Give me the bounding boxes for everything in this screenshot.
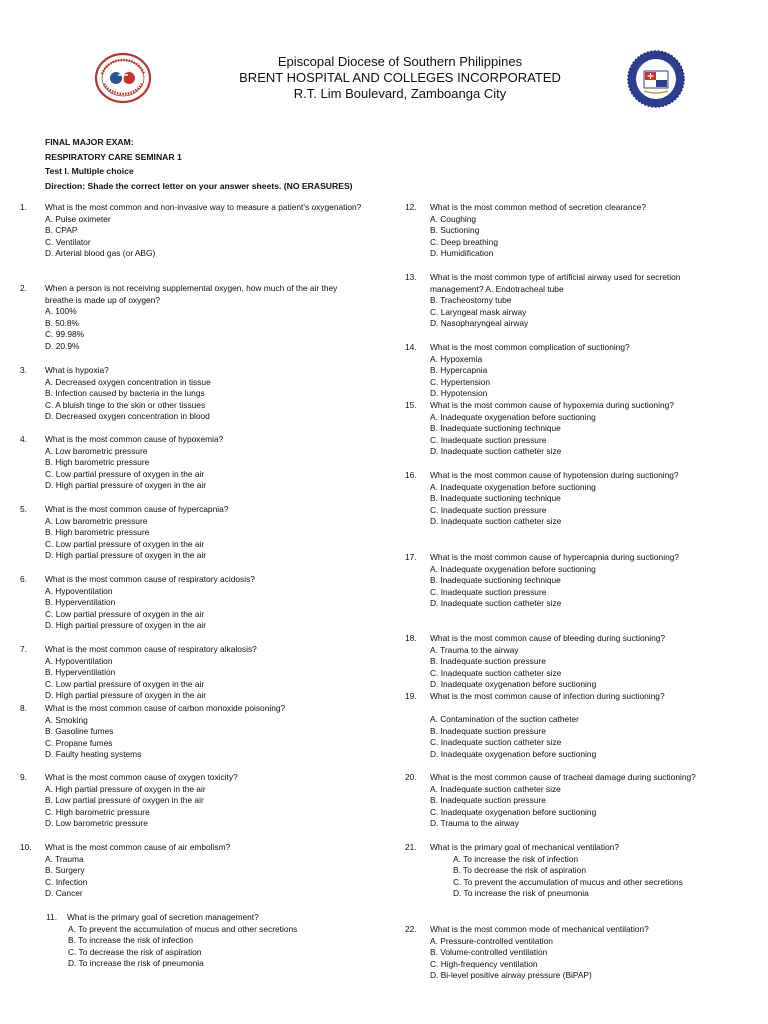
- answer-option: B. Inadequate suctioning technique: [430, 423, 561, 434]
- diocese-name: Episcopal Diocese of Southern Philippines: [277, 54, 523, 69]
- institution-header: [200, 54, 600, 102]
- question-text: What is the most common mode of mechanical ventilation?: [430, 924, 649, 934]
- question-text: What is the most common complication of suctioning?: [430, 342, 630, 352]
- answer-option: B. Surgery: [45, 865, 85, 876]
- answer-option: A. 100%: [45, 306, 77, 317]
- answer-option: C. Low partial pressure of oxygen in the air: [45, 538, 205, 549]
- answer-option: A. Trauma to the airway: [430, 644, 519, 655]
- answer-option: B. Inadequate suctioning technique: [430, 493, 561, 504]
- answer-option: B. To decrease the risk of aspiration: [453, 865, 586, 876]
- answer-option: D. Nasopharyngeal airway: [430, 318, 529, 329]
- answer-option: A. Inadequate oxygenation before suctioning: [430, 481, 596, 492]
- question-number: 14.: [405, 342, 417, 352]
- question-text: What is the primary goal of mechanical ventilation?: [430, 842, 619, 852]
- question-text: What is the most common type of artificial airway used for secretion management? A. Endotracheal tube: [430, 272, 681, 294]
- answer-option: A. Decreased oxygen concentration in tissue: [45, 376, 211, 387]
- exam-direction: Direction: Shade the correct letter on your answer sheets. (NO ERASURES): [45, 180, 353, 191]
- answer-option: C. Infection: [45, 876, 88, 887]
- question-text: What is the most common cause of infection during suctioning?: [430, 691, 665, 701]
- question-number: 17.: [405, 552, 417, 562]
- answer-option: B. 50.8%: [45, 317, 79, 328]
- question-number: 9.: [20, 772, 27, 782]
- question-text: What is the most common cause of bleeding during suctioning?: [430, 633, 666, 643]
- answer-option: A. Smoking: [45, 714, 88, 725]
- answer-option: A. Hypoventilation: [45, 585, 113, 596]
- answer-option: D. To increase the risk of pneumonia: [453, 888, 589, 899]
- answer-option: A. Pressure-controlled ventilation: [430, 935, 553, 946]
- question-text: What is the most common cause of hypoxemia during suctioning?: [430, 400, 674, 410]
- question-text: What is the most common cause of hypoxemia?: [45, 434, 224, 444]
- answer-option: D. 20.9%: [45, 340, 80, 351]
- answer-option: B. Volume-controlled ventilation: [430, 947, 548, 958]
- answer-option: A. Hypoventilation: [45, 655, 113, 666]
- answer-option: C. Inadequate suction pressure: [430, 586, 547, 597]
- answer-option: C. Propane fumes: [45, 737, 113, 748]
- answer-option: A. Hypoxemia: [430, 353, 483, 364]
- answer-option: D. Decreased oxygen concentration in blood: [45, 411, 210, 422]
- question-number: 11.: [46, 912, 58, 922]
- answer-option: C. Inadequate suction pressure: [430, 434, 547, 445]
- answer-option: B. Hyperventilation: [45, 597, 116, 608]
- answer-option: A. Pulse oximeter: [45, 213, 111, 224]
- answer-option: A. Contamination of the suction catheter: [430, 714, 579, 725]
- answer-option: C. Inadequate suction catheter size: [430, 667, 562, 678]
- question-text: What is the most common method of secretion clearance?: [430, 202, 646, 212]
- question-number: 21.: [405, 842, 417, 852]
- answer-option: C. To prevent the accumulation of mucus and other secretions: [453, 876, 683, 887]
- answer-option: B. Hyperventilation: [45, 667, 116, 678]
- exam-info: [45, 135, 353, 193]
- question-number: 12.: [405, 202, 417, 212]
- question-number: 22.: [405, 924, 417, 934]
- question-text: What is the primary goal of secretion management?: [67, 912, 259, 922]
- answer-option: D. Hypotension: [430, 388, 488, 399]
- college-seal-logo: [94, 52, 152, 104]
- question-text: What is the most common and non-invasive way to measure a patient's oxygenation?: [45, 202, 362, 212]
- answer-option: D. Humidification: [430, 248, 494, 259]
- exam-title: FINAL MAJOR EXAM:: [45, 137, 134, 147]
- answer-option: D. Trauma to the airway: [430, 818, 519, 829]
- answer-option: D. Arterial blood gas (or ABG): [45, 248, 156, 259]
- question-number: 1.: [20, 202, 27, 212]
- institution-address: R.T. Lim Boulevard, Zamboanga City: [293, 86, 507, 101]
- question-text: What is hypoxia?: [45, 365, 109, 375]
- question-text: What is the most common cause of hypercapnia during suctioning?: [430, 552, 680, 562]
- question-text: What is the most common cause of respiratory acidosis?: [45, 574, 255, 584]
- answer-option: C. Laryngeal mask airway: [430, 306, 527, 317]
- answer-option: A. Inadequate oxygenation before suctioning: [430, 411, 596, 422]
- answer-option: B. Low partial pressure of oxygen in the air: [45, 795, 204, 806]
- question-number: 6.: [20, 574, 27, 584]
- answer-option: A. To increase the risk of infection: [453, 853, 579, 864]
- answer-option: C. Inadequate oxygenation before suctioning: [430, 806, 597, 817]
- hospital-seal-logo: [626, 49, 686, 109]
- answer-option: D. High partial pressure of oxygen in the air: [45, 690, 207, 701]
- answer-option: D. To increase the risk of pneumonia: [68, 958, 204, 969]
- question-text: What is the most common cause of respiratory alkalosis?: [45, 644, 257, 654]
- question-number: 15.: [405, 400, 417, 410]
- question-text: When a person is not receiving supplemental oxygen, how much of the air they breathe is made up of oxygen?: [45, 283, 338, 305]
- answer-option: C. Ventilator: [45, 236, 91, 247]
- answer-option: A. Inadequate oxygenation before suctioning: [430, 563, 596, 574]
- question-number: 16.: [405, 470, 417, 480]
- answer-option: C. Inadequate suction catheter size: [430, 737, 562, 748]
- question-text: What is the most common cause of oxygen toxicity?: [45, 772, 238, 782]
- answer-option: B. High barometric pressure: [45, 527, 150, 538]
- answer-option: C. High-frequency ventilation: [430, 958, 538, 969]
- institution-name: BRENT HOSPITAL AND COLLEGES INCORPORATED: [239, 70, 561, 85]
- answer-option: D. Low barometric pressure: [45, 818, 148, 829]
- answer-option: A. Low barometric pressure: [45, 445, 148, 456]
- answer-option: C. To decrease the risk of aspiration: [68, 946, 202, 957]
- answer-option: B. Infection caused by bacteria in the lungs: [45, 388, 205, 399]
- answer-option: C. Hypertension: [430, 376, 491, 387]
- answer-option: A. To prevent the accumulation of mucus and other secretions: [68, 923, 298, 934]
- answer-option: C. Low partial pressure of oxygen in the air: [45, 608, 205, 619]
- answer-option: D. Faulty heating systems: [45, 749, 142, 760]
- answer-option: B. Inadequate suction pressure: [430, 656, 546, 667]
- answer-option: D. Cancer: [45, 888, 83, 899]
- answer-option: C. Low partial pressure of oxygen in the air: [45, 468, 205, 479]
- answer-option: A. Coughing: [430, 213, 477, 224]
- question-number: 8.: [20, 703, 27, 713]
- question-number: 7.: [20, 644, 27, 654]
- answer-option: B. To increase the risk of infection: [68, 935, 194, 946]
- exam-test-type: Test I. Multiple choice: [45, 166, 134, 176]
- question-number: 19.: [405, 691, 417, 701]
- answer-option: D. Inadequate oxygenation before suctioning: [430, 748, 597, 759]
- question-number: 20.: [405, 772, 417, 782]
- answer-option: B. CPAP: [45, 225, 78, 236]
- answer-option: D. Inadequate suction catheter size: [430, 516, 562, 527]
- question-number: 13.: [405, 272, 417, 282]
- answer-option: B. High barometric pressure: [45, 457, 150, 468]
- answer-option: C. Deep breathing: [430, 236, 498, 247]
- answer-option: D. Inadequate suction catheter size: [430, 446, 562, 457]
- answer-option: B. Suctioning: [430, 225, 480, 236]
- question-text: What is the most common cause of carbon monoxide poisoning?: [45, 703, 286, 713]
- answer-option: D. High partial pressure of oxygen in the air: [45, 550, 207, 561]
- question-number: 2.: [20, 283, 27, 293]
- answer-option: B. Tracheostomy tube: [430, 295, 512, 306]
- answer-option: A. Low barometric pressure: [45, 515, 148, 526]
- answer-option: B. Inadequate suctioning technique: [430, 575, 561, 586]
- answer-option: B. Inadequate suction pressure: [430, 795, 546, 806]
- answer-option: C. Low partial pressure of oxygen in the air: [45, 678, 205, 689]
- question-text: What is the most common cause of hypercapnia?: [45, 504, 229, 514]
- question-text: What is the most common cause of air embolism?: [45, 842, 231, 852]
- exam-course: RESPIRATORY CARE SEMINAR 1: [45, 151, 182, 162]
- answer-option: D. High partial pressure of oxygen in the air: [45, 480, 207, 491]
- answer-option: D. Inadequate oxygenation before suctioning: [430, 679, 597, 690]
- answer-option: D. High partial pressure of oxygen in the air: [45, 620, 207, 631]
- answer-option: C. Inadequate suction pressure: [430, 504, 547, 515]
- answer-option: C. 99.98%: [45, 329, 85, 340]
- answer-option: D. Inadequate suction catheter size: [430, 598, 562, 609]
- answer-option: C. A bluish tinge to the skin or other tissues: [45, 399, 206, 410]
- answer-option: A. High partial pressure of oxygen in the air: [45, 783, 206, 794]
- answer-option: B. Hypercapnia: [430, 365, 488, 376]
- answer-option: A. Trauma: [45, 853, 84, 864]
- answer-option: B. Inadequate suction pressure: [430, 725, 546, 736]
- question-number: 5.: [20, 504, 27, 514]
- answer-option: A. Inadequate suction catheter size: [430, 783, 561, 794]
- question-number: 18.: [405, 633, 417, 643]
- question-number: 4.: [20, 434, 27, 444]
- answer-option: B. Gasoline fumes: [45, 726, 114, 737]
- question-number: 10.: [20, 842, 32, 852]
- answer-option: D. Bi-level positive airway pressure (BiPAP): [430, 970, 592, 981]
- question-number: 3.: [20, 365, 27, 375]
- question-text: What is the most common cause of hypotension during suctioning?: [430, 470, 679, 480]
- question-text: What is the most common cause of tracheal damage during suctioning?: [430, 772, 696, 782]
- answer-option: C. High barometric pressure: [45, 806, 150, 817]
